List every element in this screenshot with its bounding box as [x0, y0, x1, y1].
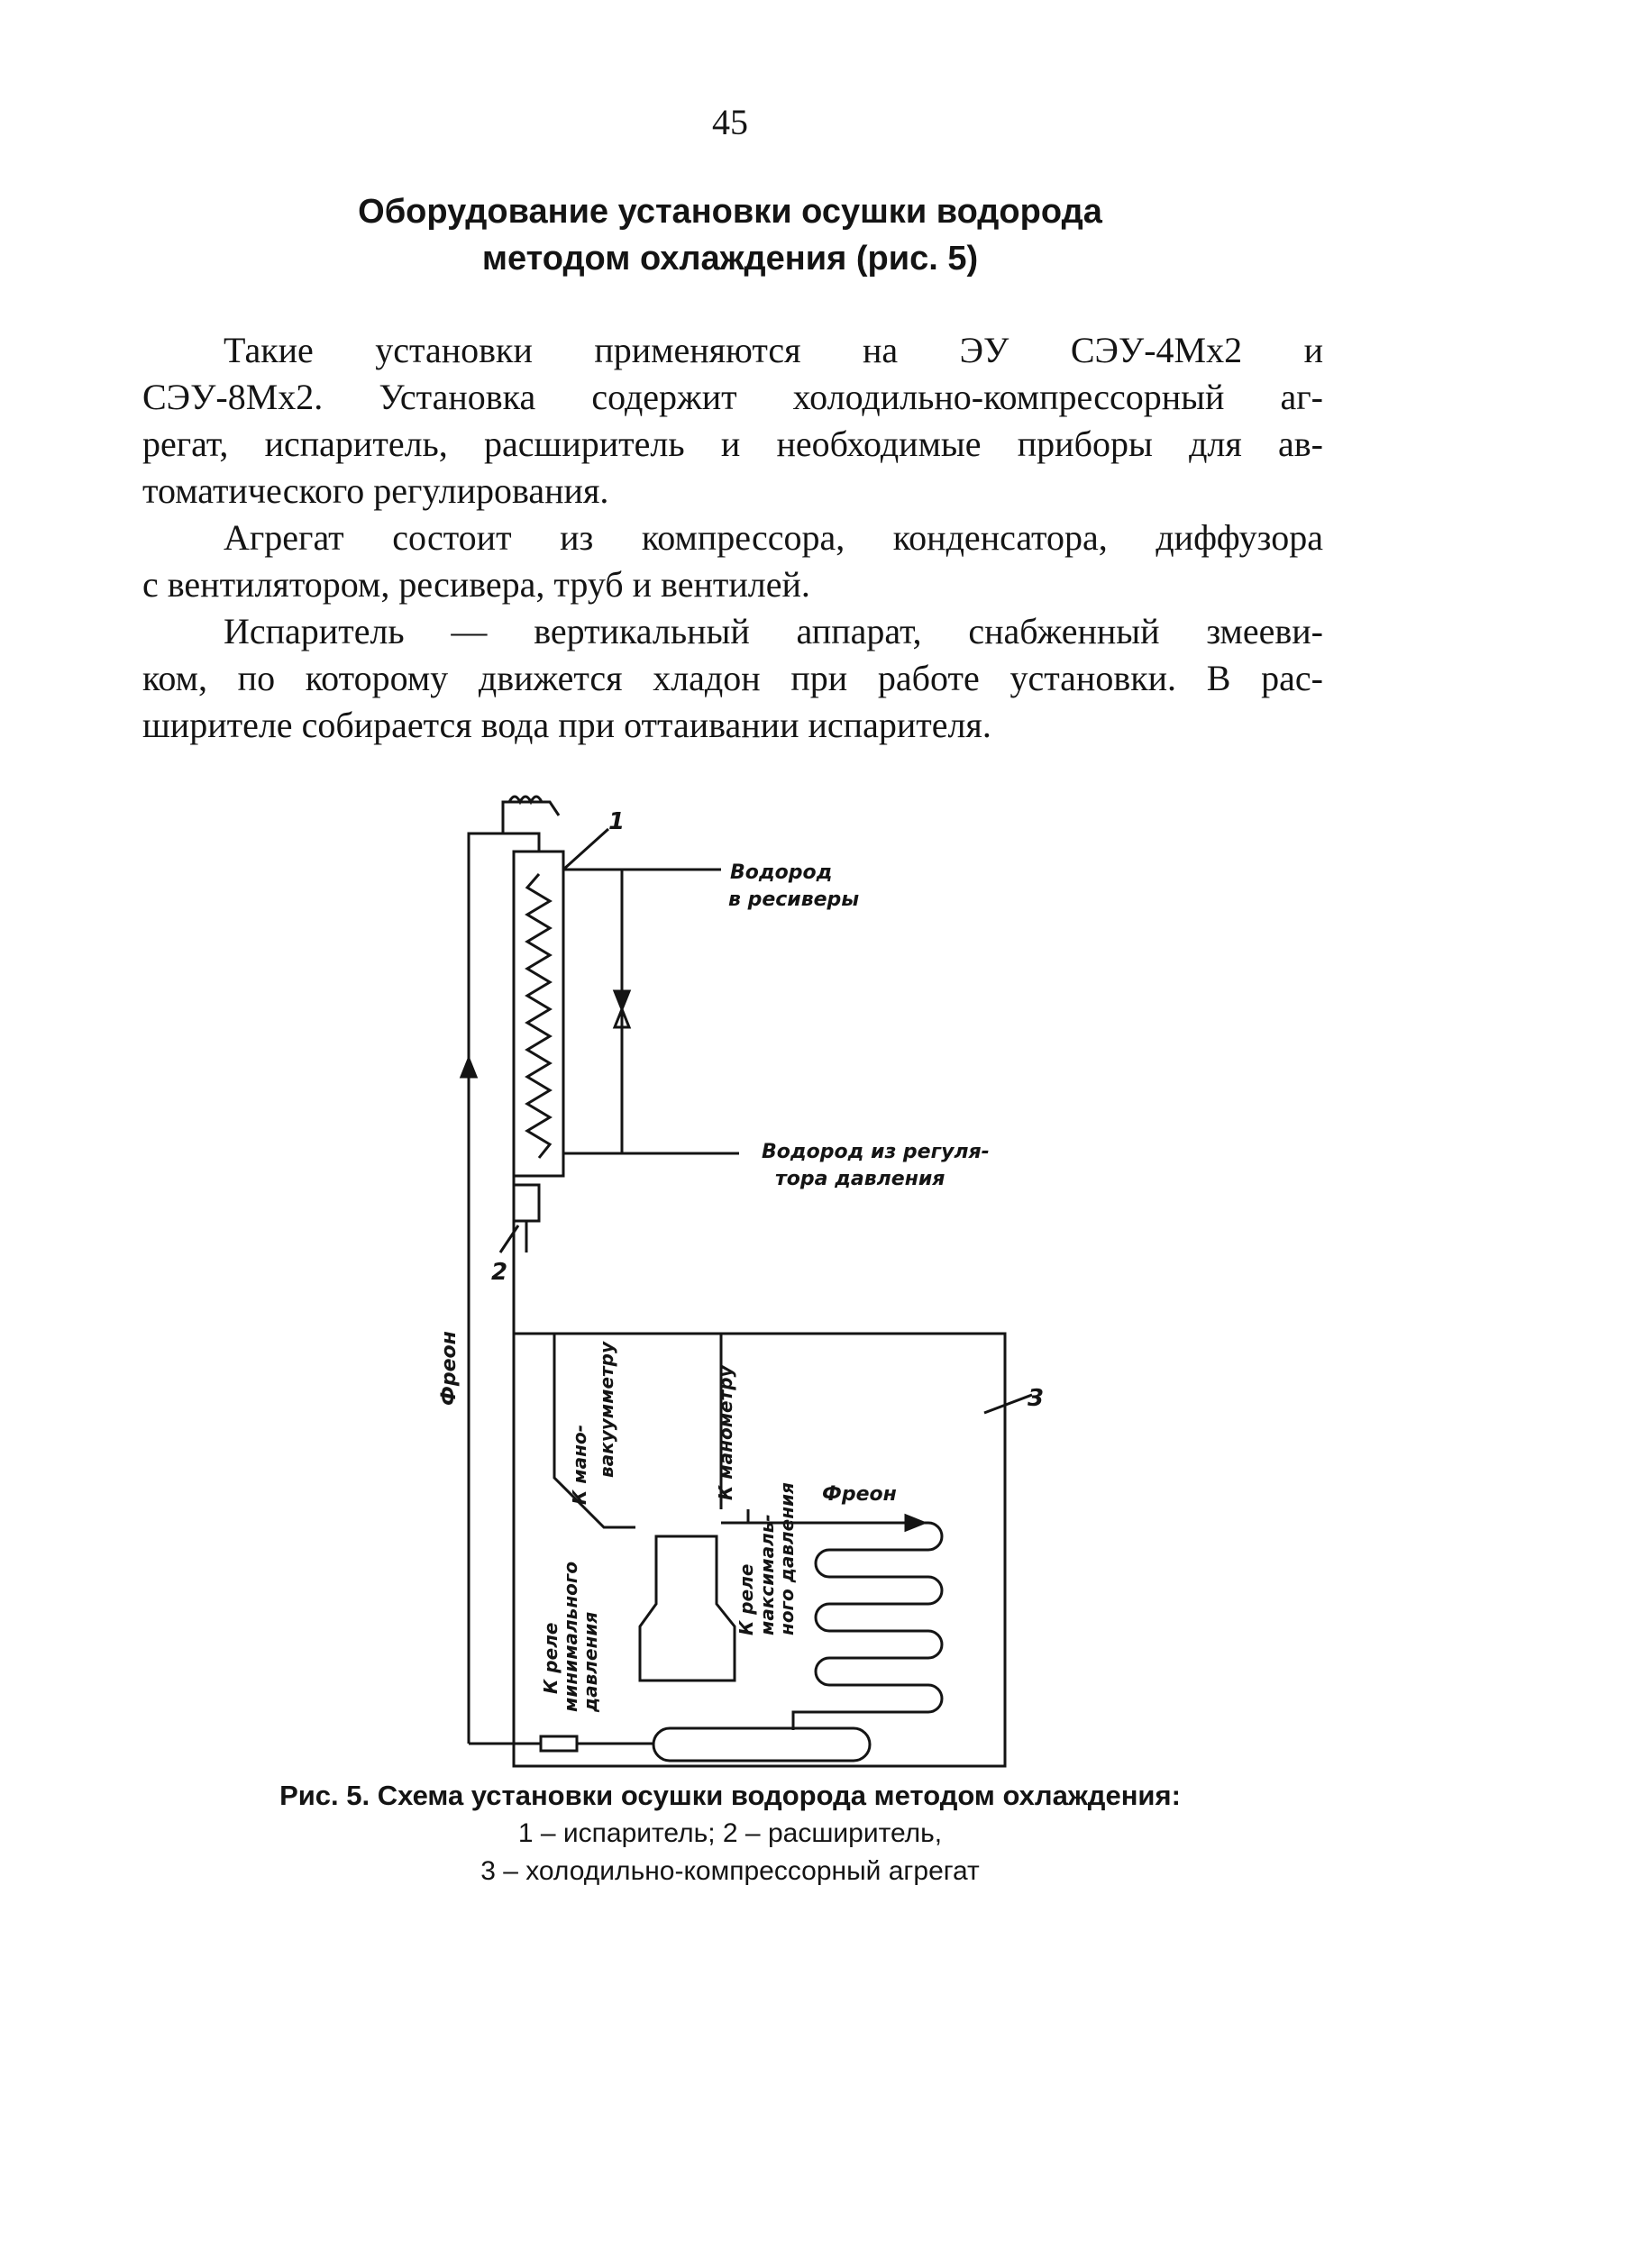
page-number: 45 — [712, 102, 748, 142]
label-relay-max-1: К реле — [735, 1563, 757, 1635]
figure-caption-title: Рис. 5. Схема установки осушки водорода методом охлаждения: — [279, 1780, 1181, 1811]
evaporator-body — [514, 852, 563, 1176]
paragraph-line: ширителе собирается вода при оттаивании испарителя. — [142, 705, 991, 745]
paragraph-line: Агрегат состоит из компрессора, конденсатора, диффузора — [224, 517, 1323, 558]
freon-arrow-up — [461, 1059, 476, 1077]
label-num-2: 2 — [491, 1259, 508, 1286]
label-freon-left: Фреон — [438, 1331, 461, 1406]
paragraph-line: томатического регулирования. — [142, 470, 609, 511]
label-mano-vacuum-1: К мано- — [569, 1424, 590, 1505]
section-heading-line-2: методом охлаждения (рис. 5) — [481, 240, 979, 278]
paragraph-line: Испаритель — вертикальный аппарат, снабженный змееви- — [224, 611, 1323, 651]
label-manometer: К манометру — [715, 1365, 736, 1500]
paragraph-line: ком, по которому движется хладон при работе установки. В рас- — [142, 658, 1323, 698]
receiver — [653, 1728, 870, 1761]
label-relay-max-2: максималь- — [756, 1514, 778, 1635]
evaporator-coil — [527, 874, 550, 1158]
paragraph-line: СЭУ-8Мх2. Установка содержит холодильно-компрессорный аг- — [142, 377, 1323, 417]
freon-arrow-right — [906, 1516, 924, 1530]
label-relay-min-1: К реле — [540, 1622, 562, 1694]
paragraph-line: Такие установки применяются на ЭУ СЭУ-4Мх2 и — [224, 330, 1323, 370]
label-relay-min-3: давления — [580, 1611, 601, 1712]
paragraph-line: с вентилятором, ресивера, труб и вентилей. — [142, 564, 810, 605]
label-hydrogen-in-1: Водород из регуля- — [762, 1141, 990, 1163]
label-num-3: 3 — [1028, 1385, 1045, 1412]
label-relay-max-3: ного давления — [776, 1482, 798, 1635]
figure-caption-line-2: 1 – испаритель; 2 – расширитель, — [517, 1818, 943, 1848]
hydrogen-drying-scheme-figure — [415, 775, 1100, 1775]
label-mano-vacuum-2: вакуумметру — [596, 1341, 617, 1478]
label-freon-coil: Фреон — [822, 1483, 897, 1506]
label-hydrogen-out-1: Водород — [730, 861, 833, 884]
expander-body — [514, 1185, 539, 1221]
figure-caption-line-3: 3 – холодильно-компрессорный агрегат — [480, 1856, 980, 1886]
paragraph-line: регат, испаритель, расширитель и необходимые приборы для ав- — [142, 424, 1323, 464]
label-hydrogen-in-2: тора давления — [775, 1168, 945, 1190]
compressor-body — [640, 1536, 735, 1681]
filter — [541, 1736, 577, 1751]
section-heading-line-1: Оборудование установки осушки водорода — [358, 193, 1102, 231]
label-hydrogen-out-2: в ресиверы — [728, 888, 860, 911]
label-num-1: 1 — [608, 808, 626, 835]
label-relay-min-2: минимального — [560, 1561, 581, 1712]
